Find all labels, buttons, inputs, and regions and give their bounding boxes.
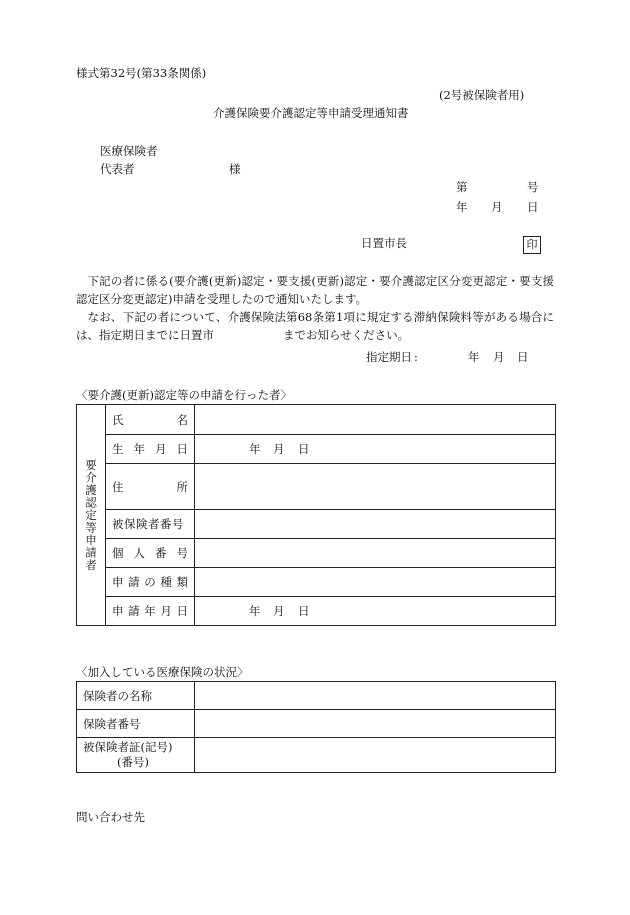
- label-application-date: [106, 603, 194, 619]
- label-apptype-c5: 類: [176, 575, 188, 589]
- label-birthdate-c1: 生: [112, 442, 124, 456]
- recipient-insurer: 医療保険者: [100, 144, 158, 158]
- label-address-1: 住: [112, 479, 124, 494]
- body-paragraph-2: なお、下記の者について、介護保険法第68条第1項に規定する滞納保険料等がある場合には、指定期日までに日置市 までお知らせください。: [76, 310, 554, 342]
- label-application-type-cell: [106, 568, 195, 597]
- value-birthdate[interactable]: [195, 435, 556, 464]
- doc-date-day: 日: [527, 200, 539, 214]
- value-personal-number[interactable]: [195, 539, 556, 568]
- appdate-month: 月: [273, 604, 285, 618]
- label-insured-number: 被保険者番号: [106, 510, 195, 539]
- value-application-type[interactable]: [195, 568, 556, 597]
- deadline-day: 日: [517, 350, 529, 364]
- applicant-side-label: 要介護認定等申請者: [84, 458, 98, 572]
- label-appdate-c5: 日: [176, 604, 188, 618]
- value-insured-number[interactable]: [195, 510, 556, 539]
- doc-number-dai: 第: [456, 180, 468, 194]
- label-card-number: (番号): [117, 755, 149, 769]
- doc-number-go: 号: [527, 180, 539, 194]
- applicant-section-heading: 〈要介護(更新)認定等の申請を行った者〉: [76, 388, 292, 402]
- label-apptype-c1: 申: [112, 575, 124, 589]
- label-apptype-c4: 種: [160, 575, 172, 589]
- label-personal-number: [106, 545, 194, 561]
- deadline-colon: :: [414, 350, 418, 364]
- form-type: (2号被保険者用): [439, 88, 525, 102]
- doc-date-month: 月: [491, 200, 503, 214]
- label-name-cell: [106, 405, 195, 435]
- value-card[interactable]: [195, 738, 556, 773]
- appdate-year: 年: [249, 604, 261, 618]
- label-birthdate-cell: [106, 435, 195, 464]
- form-number: 様式第32号(第33条関係): [76, 66, 207, 80]
- label-appdate-c3: 年: [144, 604, 156, 618]
- label-name-1: 氏: [112, 412, 124, 427]
- label-address-cell: [106, 464, 195, 510]
- label-insurer-number: 保険者番号: [77, 710, 195, 738]
- deadline-label: 指定期日: [366, 350, 412, 364]
- label-personal-c4: 号: [176, 546, 188, 560]
- doc-date-year: 年: [456, 200, 468, 214]
- value-name[interactable]: [195, 405, 556, 435]
- label-appdate-c2: 請: [128, 604, 140, 618]
- insurance-table: [76, 681, 556, 773]
- value-address[interactable]: [195, 464, 556, 510]
- appdate-day: 日: [298, 604, 310, 618]
- label-apptype-c3: の: [144, 575, 156, 589]
- label-personal-c1: 個: [112, 546, 124, 560]
- deadline-month: 月: [493, 350, 505, 364]
- label-birthdate-c2: 年: [133, 442, 145, 456]
- label-birthdate: [106, 441, 194, 457]
- applicant-table: [76, 404, 556, 626]
- label-personal-number-cell: [106, 539, 195, 568]
- deadline-year: 年: [468, 350, 480, 364]
- value-insurer-name[interactable]: [195, 682, 556, 710]
- birthdate-month: 月: [273, 442, 285, 456]
- birthdate-day: 日: [298, 442, 310, 456]
- applicant-side-label-cell: [77, 405, 106, 626]
- label-name: [106, 412, 194, 428]
- value-insurer-number[interactable]: [195, 710, 556, 738]
- recipient-representative: 代表者: [100, 162, 135, 176]
- seal-stamp: 印: [523, 236, 541, 254]
- label-application-type: [106, 574, 194, 590]
- label-birthdate-c3: 月: [155, 442, 167, 456]
- label-card-symbol: 被保険者証(記号): [83, 740, 173, 754]
- value-application-date[interactable]: [195, 597, 556, 626]
- label-appdate-c4: 月: [160, 604, 172, 618]
- label-birthdate-c4: 日: [176, 442, 188, 456]
- label-apptype-c2: 請: [128, 575, 140, 589]
- label-appdate-c1: 申: [112, 604, 124, 618]
- label-personal-c3: 番: [155, 546, 167, 560]
- contact-label: 問い合わせ先: [76, 810, 145, 824]
- birthdate-year: 年: [249, 442, 261, 456]
- issuer-name: 日置市長: [361, 236, 407, 250]
- recipient-honorific: 様: [229, 162, 241, 176]
- label-application-date-cell: [106, 597, 195, 626]
- body-paragraph-1: 下記の者に係る(要介護(更新)認定・要支援(更新)認定・要介護認定区分変更認定・要支援認定区分変更認定)申請を受理したので通知いたします。: [76, 274, 554, 306]
- label-address: [106, 479, 194, 495]
- page-title: 介護保険要介護認定等申請受理通知書: [213, 106, 409, 120]
- label-card-cell: [77, 738, 195, 773]
- label-name-2: 名: [176, 412, 188, 427]
- label-address-2: 所: [176, 479, 188, 494]
- label-insurer-name: 保険者の名称: [77, 682, 195, 710]
- insurance-section-heading: 〈加入している医療保険の状況〉: [76, 665, 249, 679]
- label-personal-c2: 人: [133, 546, 145, 560]
